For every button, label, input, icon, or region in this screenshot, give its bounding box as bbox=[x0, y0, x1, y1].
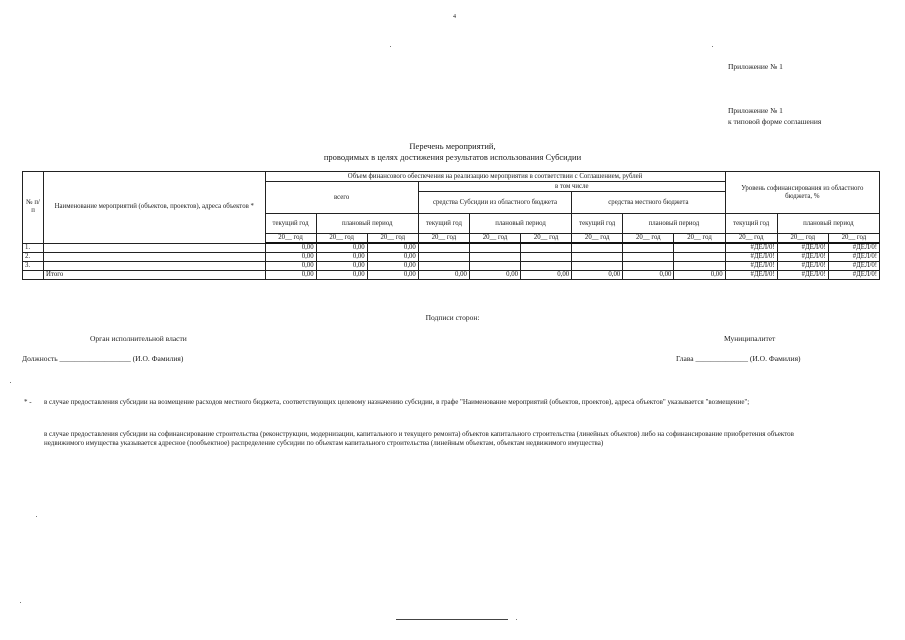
value-cell: 0,00 bbox=[265, 271, 316, 280]
value-cell: 0,00 bbox=[623, 271, 674, 280]
value-cell: 0,00 bbox=[316, 243, 367, 253]
value-cell: #ДЕЛ/0! bbox=[777, 262, 828, 271]
value-cell: 0,00 bbox=[367, 271, 418, 280]
row-num: 3. bbox=[23, 262, 44, 271]
value-cell: 0,00 bbox=[521, 271, 572, 280]
scan-speck bbox=[36, 516, 37, 517]
value-cell: #ДЕЛ/0! bbox=[777, 243, 828, 253]
left-signature-line: Должность ___________________ (И.О. Фамилия) bbox=[22, 354, 184, 363]
footer-rule bbox=[396, 619, 508, 620]
value-cell: #ДЕЛ/0! bbox=[777, 271, 828, 280]
scan-speck bbox=[10, 382, 11, 383]
total-row bbox=[23, 271, 880, 280]
row-name[interactable] bbox=[44, 262, 265, 271]
signatures-heading: Подписи сторон: bbox=[425, 313, 480, 322]
measures-table bbox=[22, 171, 880, 280]
scan-speck bbox=[516, 619, 517, 620]
value-cell[interactable] bbox=[521, 262, 572, 271]
header-num: № п/п bbox=[23, 172, 44, 244]
table-row bbox=[23, 243, 880, 253]
value-cell[interactable] bbox=[572, 262, 623, 271]
right-party-org: Муниципалитет bbox=[724, 334, 776, 343]
year-cell: 20__ год bbox=[469, 234, 520, 244]
right-signature-line: Глава ______________ (И.О. Фамилия) bbox=[676, 354, 801, 363]
header-planned-period: плановый период bbox=[469, 214, 571, 234]
table-row bbox=[23, 262, 880, 271]
value-cell: 0,00 bbox=[418, 271, 469, 280]
header-local-budget: средства местного бюджета bbox=[572, 192, 725, 214]
year-cell: 20__ год bbox=[521, 234, 572, 244]
row-num bbox=[23, 271, 44, 280]
header-including: в том числе bbox=[418, 182, 725, 192]
value-cell[interactable] bbox=[623, 253, 674, 262]
value-cell: #ДЕЛ/0! bbox=[725, 253, 777, 262]
scan-speck bbox=[712, 46, 713, 47]
value-cell[interactable] bbox=[572, 243, 623, 253]
row-name[interactable] bbox=[44, 253, 265, 262]
value-cell: 0,00 bbox=[367, 262, 418, 271]
table-row bbox=[23, 253, 880, 262]
year-cell: 20__ год bbox=[777, 234, 828, 244]
appendix-label: Приложение № 1 bbox=[728, 62, 783, 71]
value-cell: #ДЕЛ/0! bbox=[777, 253, 828, 262]
header-subsidy: средства Субсидии из областного бюджета bbox=[418, 192, 571, 214]
value-cell[interactable] bbox=[469, 243, 520, 253]
value-cell[interactable] bbox=[572, 253, 623, 262]
scan-speck bbox=[20, 602, 21, 603]
value-cell[interactable] bbox=[623, 262, 674, 271]
value-cell[interactable] bbox=[623, 243, 674, 253]
value-cell: 0,00 bbox=[572, 271, 623, 280]
value-cell: #ДЕЛ/0! bbox=[828, 271, 879, 280]
value-cell: #ДЕЛ/0! bbox=[828, 262, 879, 271]
row-name[interactable] bbox=[44, 243, 265, 253]
value-cell: 0,00 bbox=[316, 253, 367, 262]
value-cell[interactable] bbox=[674, 262, 725, 271]
header-planned-period: плановый период bbox=[623, 214, 725, 234]
value-cell[interactable] bbox=[674, 253, 725, 262]
header-current-year: текущий год bbox=[725, 214, 777, 234]
year-cell: 20__ год bbox=[265, 234, 316, 244]
year-cell: 20__ год bbox=[316, 234, 367, 244]
header-total: всего bbox=[265, 182, 418, 214]
header-planned-period: плановый период bbox=[777, 214, 879, 234]
header-current-year: текущий год bbox=[265, 214, 316, 234]
year-cell: 20__ год bbox=[418, 234, 469, 244]
year-cell: 20__ год bbox=[674, 234, 725, 244]
value-cell: 0,00 bbox=[265, 262, 316, 271]
year-cell: 20__ год bbox=[367, 234, 418, 244]
value-cell[interactable] bbox=[521, 243, 572, 253]
value-cell[interactable] bbox=[418, 253, 469, 262]
footnote-text-2: в случае предоставления субсидии на софинансирование строительства (реконструкции, модернизации, капитального и текущего ремонта) объектов капитального строительства (линейных объектов) либо на софинансирование приобретения объектов недвижимого имущества указывается адресное (пообъектное) распределение субсидии по объектам капитального строительства (линейным объектам, объектам недвижимого имущества) bbox=[44, 430, 794, 447]
value-cell: 0,00 bbox=[367, 243, 418, 253]
appendix-subtitle: к типовой форме соглашения bbox=[728, 117, 822, 126]
document-title: Перечень мероприятий, bbox=[409, 141, 496, 151]
left-party-org: Орган исполнительной власти bbox=[90, 334, 187, 343]
page-number: 4 bbox=[453, 14, 456, 20]
footnote-marker: * - bbox=[24, 398, 32, 406]
year-cell: 20__ год bbox=[828, 234, 879, 244]
value-cell: #ДЕЛ/0! bbox=[725, 243, 777, 253]
year-cell: 20__ год bbox=[623, 234, 674, 244]
value-cell[interactable] bbox=[418, 262, 469, 271]
year-cell: 20__ год bbox=[725, 234, 777, 244]
appendix-label-2: Приложение № 1 bbox=[728, 106, 783, 115]
footnote-text: в случае предоставления субсидии на возмещение расходов местного бюджета, соответствующих целевому назначению субсидии, в графе "Наименование мероприятий (объектов, проектов), адреса объектов" указывается "возмещение"; bbox=[44, 398, 750, 406]
row-num: 2. bbox=[23, 253, 44, 262]
header-current-year: текущий год bbox=[572, 214, 623, 234]
value-cell: 0,00 bbox=[265, 253, 316, 262]
value-cell[interactable] bbox=[418, 243, 469, 253]
value-cell: 0,00 bbox=[674, 271, 725, 280]
header-current-year: текущий год bbox=[418, 214, 469, 234]
year-cell: 20__ год bbox=[572, 234, 623, 244]
header-cofinancing-level: Уровень софинансирования из областного бюджета, % bbox=[725, 172, 879, 214]
row-name: Итого bbox=[44, 271, 265, 280]
value-cell: #ДЕЛ/0! bbox=[828, 253, 879, 262]
value-cell: #ДЕЛ/0! bbox=[725, 262, 777, 271]
row-num: 1. bbox=[23, 243, 44, 253]
value-cell: #ДЕЛ/0! bbox=[725, 271, 777, 280]
value-cell[interactable] bbox=[469, 253, 520, 262]
value-cell: 0,00 bbox=[316, 271, 367, 280]
value-cell[interactable] bbox=[469, 262, 520, 271]
value-cell: #ДЕЛ/0! bbox=[828, 243, 879, 253]
header-financing: Объем финансового обеспечения на реализацию мероприятия в соответствии с Соглашением, рублей bbox=[265, 172, 725, 182]
header-planned-period: плановый период bbox=[316, 214, 418, 234]
value-cell: 0,00 bbox=[367, 253, 418, 262]
scan-speck bbox=[390, 46, 391, 47]
document-subtitle: проводимых в целях достижения результатов использования Субсидии bbox=[323, 152, 582, 162]
value-cell[interactable] bbox=[674, 243, 725, 253]
header-name: Наименование мероприятий (объектов, проектов), адреса объектов * bbox=[44, 172, 265, 244]
value-cell: 0,00 bbox=[265, 243, 316, 253]
value-cell: 0,00 bbox=[316, 262, 367, 271]
value-cell[interactable] bbox=[521, 253, 572, 262]
value-cell: 0,00 bbox=[469, 271, 520, 280]
